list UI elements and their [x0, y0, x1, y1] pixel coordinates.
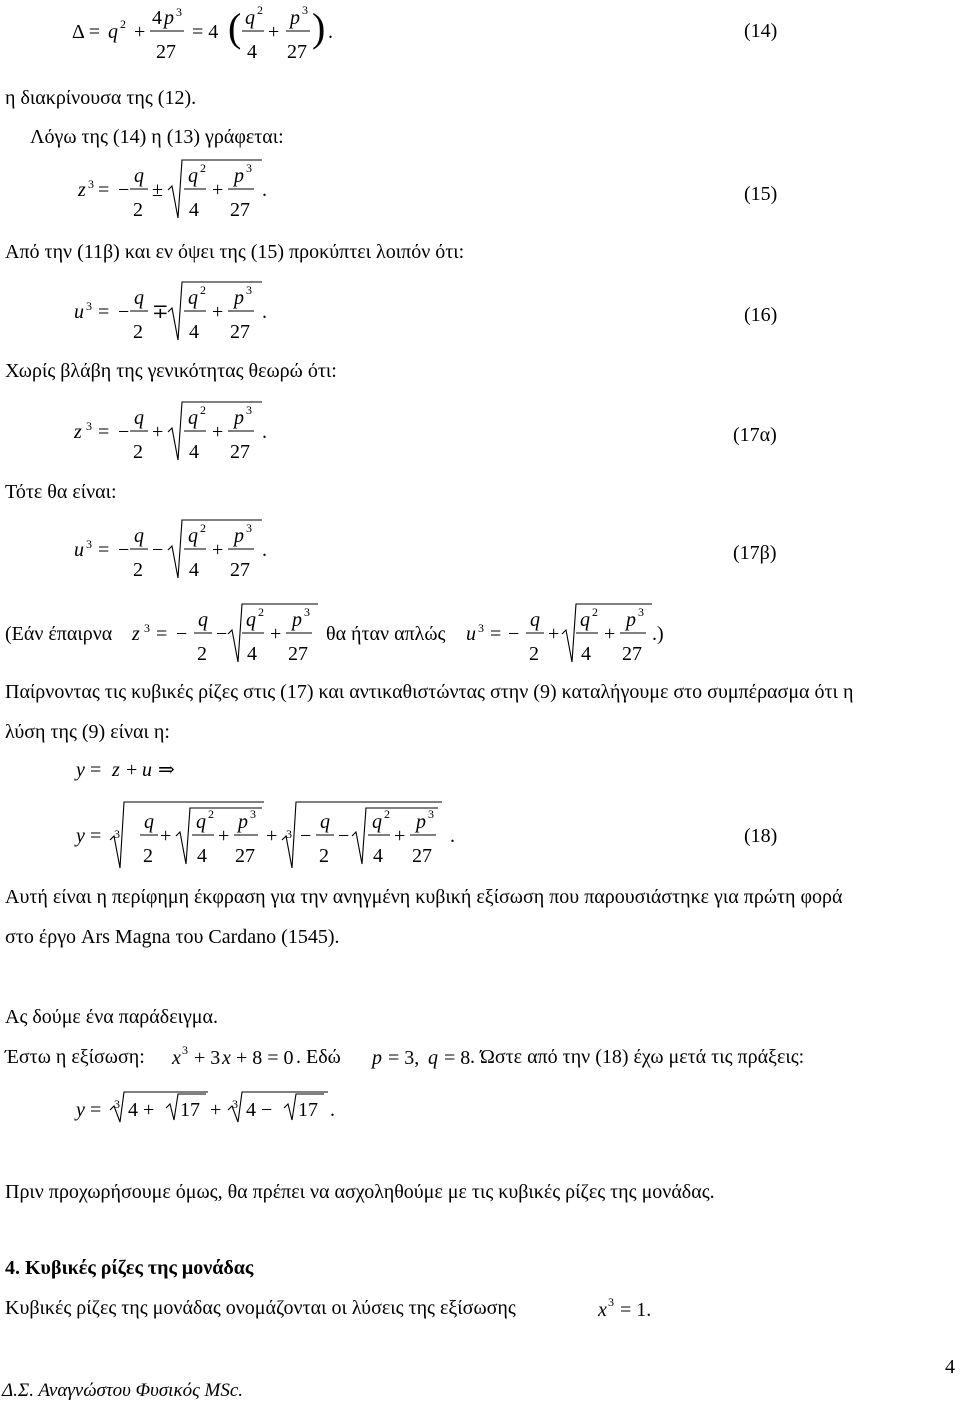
svg-text:.: . — [262, 301, 267, 323]
equation-number-17a: (17α) — [733, 424, 777, 446]
svg-text:+: + — [394, 825, 406, 847]
svg-text:27: 27 — [412, 845, 432, 867]
svg-text:+: + — [210, 1099, 222, 1121]
svg-text:3: 3 — [232, 1097, 238, 1111]
svg-text:Δ =: Δ = — [72, 21, 101, 43]
svg-text:⇒: ⇒ — [158, 759, 175, 781]
svg-text:3: 3 — [302, 3, 308, 17]
paragraph-definition: Κυβικές ρίζες της μονάδας ονομάζονται οι λύσεις της εξίσωσης — [5, 1297, 516, 1319]
svg-text:q: q — [144, 811, 154, 833]
svg-text:4 +: 4 + — [128, 1099, 155, 1121]
svg-text:p: p — [238, 811, 248, 833]
equation-18 — [0, 798, 960, 898]
svg-text:2: 2 — [133, 559, 143, 581]
svg-text:+: + — [270, 623, 282, 645]
svg-text:= 4: = 4 — [192, 21, 219, 43]
svg-text:x: x — [172, 1047, 181, 1069]
svg-text:3: 3 — [86, 537, 92, 551]
svg-text:−: − — [300, 825, 312, 847]
svg-text:3: 3 — [246, 283, 252, 297]
svg-text:q: q — [246, 609, 256, 631]
svg-text:−: − — [216, 623, 228, 645]
svg-text:.: . — [262, 179, 267, 201]
paragraph-so-from-18: . Ώστε από την (18) έχω μετά τις πράξεις: — [470, 1046, 805, 1068]
svg-text:−: − — [338, 825, 350, 847]
svg-text:p: p — [416, 811, 426, 833]
equation-y-z-u — [0, 752, 960, 792]
svg-text:+: + — [152, 421, 164, 443]
svg-text:+: + — [160, 825, 172, 847]
svg-text:+: + — [212, 539, 224, 561]
svg-text:3: 3 — [144, 621, 150, 635]
svg-text:p: p — [234, 287, 244, 309]
svg-text:u: u — [74, 301, 84, 323]
svg-text:z: z — [74, 421, 82, 443]
svg-text:= 8: = 8 — [444, 1047, 471, 1069]
svg-text:−: − — [152, 539, 164, 561]
svg-text:=: = — [90, 1099, 102, 1121]
svg-text:2: 2 — [200, 403, 206, 417]
svg-text:27: 27 — [230, 321, 250, 343]
svg-text:.: . — [450, 825, 455, 847]
svg-text:z: z — [78, 179, 86, 201]
svg-text:3: 3 — [478, 621, 484, 635]
svg-text:2: 2 — [592, 605, 598, 619]
svg-text:−: − — [118, 539, 130, 561]
svg-text:2: 2 — [133, 321, 143, 343]
svg-text:3: 3 — [246, 403, 252, 417]
svg-text:y: y — [76, 759, 85, 781]
svg-text:2: 2 — [319, 845, 329, 867]
svg-text:=: = — [98, 301, 110, 323]
svg-text:q: q — [108, 21, 118, 43]
svg-text:y: y — [76, 1099, 85, 1121]
svg-text:3: 3 — [304, 605, 310, 619]
svg-text:+: + — [212, 301, 224, 323]
svg-text:2: 2 — [200, 521, 206, 535]
svg-text:=: = — [98, 421, 110, 443]
svg-text:q: q — [134, 287, 144, 309]
svg-text:2: 2 — [133, 441, 143, 463]
svg-text:q: q — [198, 609, 208, 631]
svg-text:q: q — [580, 609, 590, 631]
svg-text:3: 3 — [608, 1295, 614, 1309]
svg-text:+: + — [218, 825, 230, 847]
paragraph-close-paren: .) — [652, 623, 664, 645]
svg-text:x: x — [598, 1299, 607, 1321]
svg-text:2: 2 — [143, 845, 153, 867]
svg-text:+ 3: + 3 — [194, 1047, 221, 1069]
svg-text:3: 3 — [182, 1043, 188, 1057]
svg-text:−: − — [176, 623, 188, 645]
svg-text:p: p — [234, 407, 244, 429]
svg-text:2: 2 — [208, 807, 214, 821]
svg-text:−: − — [118, 301, 130, 323]
svg-text:y: y — [76, 825, 85, 847]
svg-text:27: 27 — [622, 643, 642, 665]
svg-text:q: q — [188, 287, 198, 309]
equation-number-16: (16) — [744, 304, 778, 326]
svg-text:+: + — [126, 759, 138, 781]
svg-text:2: 2 — [257, 3, 263, 17]
svg-text:+: + — [212, 421, 224, 443]
svg-text:p: p — [626, 609, 636, 631]
svg-text:u: u — [142, 759, 152, 781]
svg-text:.: . — [328, 21, 333, 43]
svg-text:p: p — [372, 1047, 382, 1069]
equation-17a — [0, 400, 960, 500]
svg-text:u: u — [466, 623, 476, 645]
paragraph-let-equation: Έστω η εξίσωση: — [5, 1046, 145, 1068]
svg-text:4: 4 — [189, 199, 199, 221]
paragraph-if-i-took: (Εάν έπαιρνα — [5, 623, 113, 645]
svg-text:−: − — [118, 179, 130, 201]
svg-text:=: = — [90, 825, 102, 847]
svg-text:p: p — [234, 525, 244, 547]
svg-text:=: = — [156, 623, 168, 645]
svg-text:3: 3 — [286, 827, 292, 841]
paragraph-famous-expression-2: στο έργο Ars Magna του Cardano (1545). — [5, 926, 340, 948]
svg-text:3: 3 — [246, 521, 252, 535]
equation-example-solution — [0, 1088, 960, 1138]
paragraph-from-11b: Από την (11β) και εν όψει της (15) προκύπτει λοιπόν ότι: — [5, 241, 465, 263]
paragraph-before-proceeding: Πριν προχωρήσουμε όμως, θα πρέπει να ασχοληθούμε με τις κυβικές ρίζες της μονάδας. — [5, 1181, 715, 1203]
equation-number-18: (18) — [744, 825, 778, 847]
svg-text:=: = — [490, 623, 502, 645]
svg-text:q: q — [372, 811, 382, 833]
svg-text:=: = — [98, 539, 110, 561]
svg-text:2: 2 — [197, 643, 207, 665]
svg-text:+: + — [268, 21, 280, 43]
equation-14 — [0, 0, 960, 80]
page-number: 4 — [945, 1356, 955, 1378]
equation-remark-u — [0, 598, 960, 678]
paragraph-would-be: θα ήταν απλώς — [326, 623, 446, 645]
svg-text:= 3,: = 3, — [388, 1047, 420, 1069]
svg-text:+: + — [212, 179, 224, 201]
svg-text:q: q — [245, 7, 255, 29]
svg-text:z: z — [132, 623, 140, 645]
svg-text:2: 2 — [258, 605, 264, 619]
paragraph-example-intro: Ας δούμε ένα παράδειγμα. — [5, 1006, 219, 1028]
svg-text:+: + — [266, 825, 278, 847]
svg-text:2: 2 — [384, 807, 390, 821]
svg-text:p: p — [164, 7, 174, 29]
svg-text:+: + — [134, 21, 146, 43]
svg-text:(: ( — [228, 5, 242, 50]
svg-text:4: 4 — [247, 643, 257, 665]
svg-text:∓: ∓ — [152, 301, 169, 323]
footer-author: Δ.Σ. Αναγνώστου Φυσικός MSc. — [2, 1380, 244, 1401]
svg-text:z: z — [112, 759, 120, 781]
svg-text:q: q — [188, 525, 198, 547]
svg-text:4: 4 — [152, 7, 162, 29]
paragraph-discriminant: η διακρίνουσα της (12). — [5, 87, 197, 109]
svg-text:17: 17 — [180, 1099, 200, 1121]
svg-text:q: q — [196, 811, 206, 833]
svg-text:4: 4 — [189, 441, 199, 463]
svg-text:3: 3 — [114, 827, 120, 841]
paragraph-taking-cube-roots-2: λύση της (9) είναι η: — [5, 721, 170, 743]
svg-text:=: = — [98, 179, 110, 201]
equation-number-14: (14) — [744, 20, 778, 42]
svg-text:): ) — [312, 5, 326, 50]
svg-text:27: 27 — [287, 41, 307, 63]
svg-text:2: 2 — [200, 161, 206, 175]
paragraph-taking-cube-roots-1: Παίρνοντας τις κυβικές ρίζες στις (17) και αντικαθιστώντας στην (9) καταλήγουμε στο συμπέρασμα ότι η — [5, 681, 854, 703]
svg-text:3: 3 — [86, 419, 92, 433]
paragraph-here: . Εδώ — [296, 1046, 341, 1068]
svg-text:3: 3 — [88, 177, 94, 191]
svg-text:q: q — [188, 407, 198, 429]
svg-text:2: 2 — [120, 17, 126, 31]
svg-text:q: q — [530, 609, 540, 631]
svg-text:−: − — [118, 421, 130, 443]
svg-text:4: 4 — [189, 321, 199, 343]
svg-text:3: 3 — [114, 1097, 120, 1111]
svg-text:3: 3 — [428, 807, 434, 821]
svg-text:4: 4 — [247, 41, 257, 63]
svg-text:4: 4 — [581, 643, 591, 665]
svg-text:2: 2 — [133, 199, 143, 221]
svg-text:27: 27 — [230, 441, 250, 463]
svg-text:q: q — [320, 811, 330, 833]
equation-number-17b: (17β) — [733, 542, 777, 564]
svg-text:q: q — [134, 407, 144, 429]
svg-text:4: 4 — [197, 845, 207, 867]
svg-text:u: u — [74, 539, 84, 561]
svg-text:.: . — [330, 1099, 335, 1121]
svg-text:+ 8 = 0: + 8 = 0 — [236, 1047, 294, 1069]
svg-text:2: 2 — [200, 283, 206, 297]
svg-text:.: . — [262, 539, 267, 561]
svg-text:+: + — [548, 623, 560, 645]
svg-text:3: 3 — [638, 605, 644, 619]
svg-text:=: = — [90, 759, 102, 781]
paragraph-famous-expression-1: Αυτή είναι η περίφημη έκφραση για την ανηγμένη κυβική εξίσωση που παρουσιάστηκε για πρώτη φορά — [5, 886, 843, 908]
svg-text:27: 27 — [288, 643, 308, 665]
svg-text:p: p — [292, 609, 302, 631]
svg-text:p: p — [290, 7, 300, 29]
svg-text:p: p — [234, 165, 244, 187]
svg-text:3: 3 — [250, 807, 256, 821]
svg-text:q: q — [428, 1047, 438, 1069]
svg-text:3: 3 — [246, 161, 252, 175]
svg-text:q: q — [134, 165, 144, 187]
svg-text:x: x — [222, 1047, 231, 1069]
svg-text:27: 27 — [230, 199, 250, 221]
svg-text:4: 4 — [373, 845, 383, 867]
svg-text:−: − — [508, 623, 520, 645]
svg-text:= 1.: = 1. — [620, 1299, 652, 1321]
svg-text:4 −: 4 − — [246, 1099, 273, 1121]
svg-text:2: 2 — [529, 643, 539, 665]
svg-text:+: + — [604, 623, 616, 645]
paragraph-because-of-14: Λόγω της (14) η (13) γράφεται: — [30, 126, 284, 148]
svg-text:q: q — [188, 165, 198, 187]
svg-text:3: 3 — [86, 299, 92, 313]
paragraph-without-loss: Χωρίς βλάβη της γενικότητας θεωρώ ότι: — [5, 360, 337, 382]
paragraph-then: Τότε θα είναι: — [5, 481, 117, 503]
svg-text:4: 4 — [189, 559, 199, 581]
section-heading: 4. Κυβικές ρίζες της μονάδας — [5, 1257, 254, 1279]
svg-text:±: ± — [152, 179, 163, 201]
svg-text:3: 3 — [176, 5, 182, 19]
svg-text:.: . — [262, 421, 267, 443]
svg-text:27: 27 — [235, 845, 255, 867]
svg-text:17: 17 — [298, 1099, 318, 1121]
equation-number-15: (15) — [744, 183, 778, 205]
equation-x-cubed-one — [0, 1290, 960, 1330]
svg-text:27: 27 — [230, 559, 250, 581]
svg-text:q: q — [134, 525, 144, 547]
svg-text:27: 27 — [156, 41, 176, 63]
